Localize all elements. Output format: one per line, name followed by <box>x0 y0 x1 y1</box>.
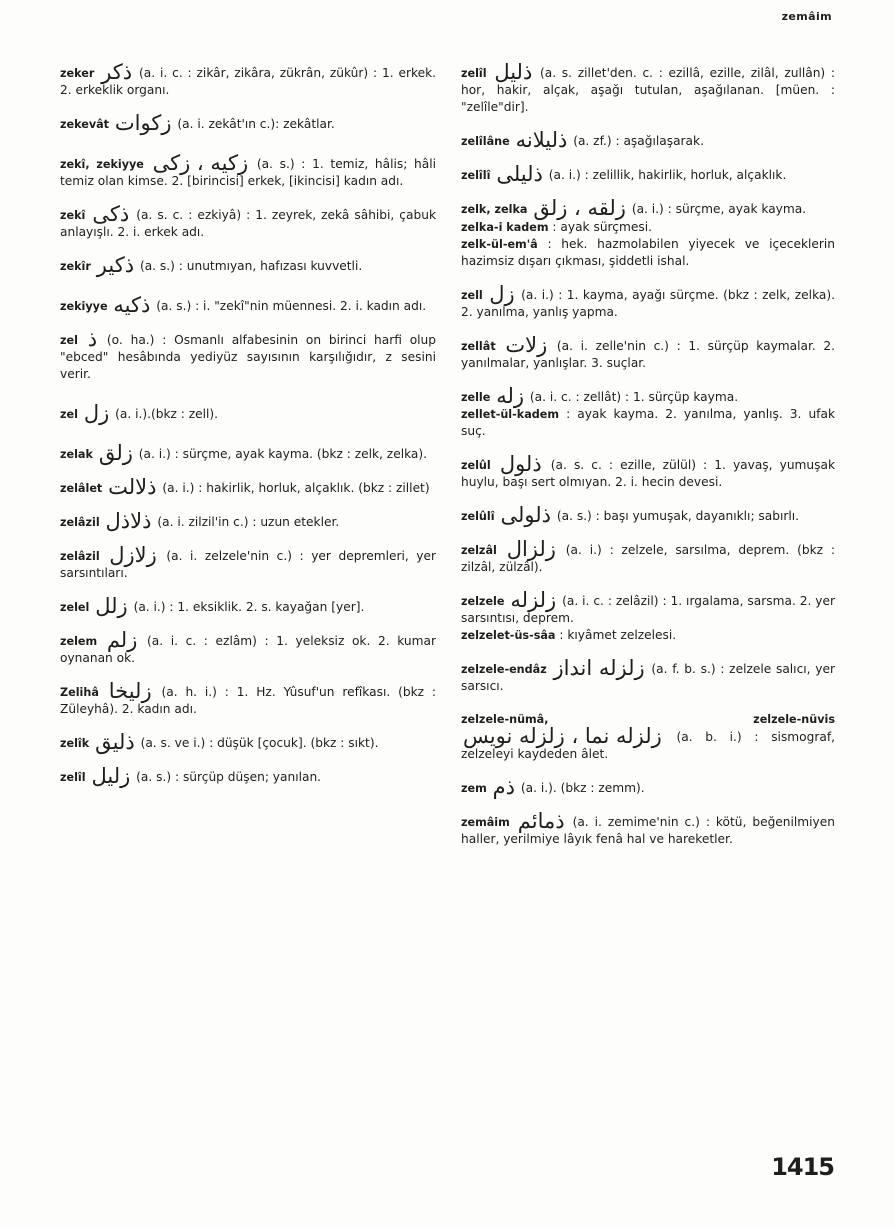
headword: zelk-ül-em'â <box>461 238 538 251</box>
headword: zekiyye <box>60 300 108 313</box>
definition: (a. s. c. : ezille, zülül) : 1. yavaş, yumuşak huylu, başı sert olmıyan. 2. i. hecin devesi. <box>461 458 836 489</box>
dictionary-entry <box>461 282 836 321</box>
dictionary-entry <box>60 151 436 190</box>
arabic-script: زل <box>489 282 515 306</box>
arabic-script: ذکیر <box>96 253 135 277</box>
dictionary-entry <box>461 656 835 695</box>
headword: zelîl <box>461 67 487 80</box>
headword: zelâzil <box>60 550 100 563</box>
definition: (a. zf.) : aşağılaşarak. <box>573 134 704 148</box>
arabic-script: زلیخا <box>108 679 152 703</box>
definition: (a. i. zekât'ın c.): zekâtlar. <box>177 117 335 131</box>
definition: (a. b. i.) : sismograf, zelzeleyi kaydeden âlet. <box>461 730 836 761</box>
dictionary-entry <box>60 730 436 754</box>
headword: zelk, zelka <box>461 203 528 216</box>
definition: (a. i. zilzil'in c.) : uzun etekler. <box>157 515 340 529</box>
definition: (a. h. i.) : 1. Hz. Yûsuf'un refîkası. (bkz : Züleyhâ). 2. kadın adı. <box>60 685 437 716</box>
headword: zekevât <box>60 118 110 131</box>
dictionary-entry <box>461 809 835 848</box>
dictionary-entry <box>60 764 436 788</box>
arabic-script: ذکیه <box>113 293 151 317</box>
definition: (a. f. b. s.) : zelzele salıcı, yer sarsıcı. <box>461 662 835 693</box>
dictionary-entry <box>461 219 835 236</box>
definition: (a. i. c. : zikâr, zikâra, zükrân, zükûr) : 1. erkek. 2. erkeklik organı. <box>60 66 437 97</box>
dictionary-entry <box>461 333 836 372</box>
dictionary-entry <box>60 475 436 499</box>
arabic-script: زلزال <box>506 537 556 561</box>
arabic-script: زل <box>83 401 110 425</box>
arabic-script: زلات <box>505 333 548 357</box>
dictionary-entry <box>461 60 835 116</box>
headword: zellet-ül-kadem <box>461 408 560 421</box>
arabic-script: زلل <box>95 594 128 618</box>
left-column <box>60 60 437 788</box>
arabic-script: زلازل <box>109 543 157 567</box>
arabic-script: ذکر <box>101 60 133 84</box>
dictionary-entry <box>60 253 436 277</box>
definition: : hek. hazmolabilen yiyecek ve içeceklerin hazimsiz dışarı çıkması, şiddetli ishal. <box>461 237 836 268</box>
dictionary-entry <box>461 162 835 186</box>
headword: zekî, zekiyye <box>60 158 144 171</box>
headword: zekîr <box>60 260 91 273</box>
definition: (a. i. zelle'nin c.) : 1. sürçüp kaymalar. 2. yanılmalar, yanlışlar. 3. suçlar. <box>461 339 836 370</box>
dictionary-entry <box>60 327 437 383</box>
right-column <box>461 60 836 848</box>
headword: zelem <box>60 635 98 648</box>
definition: : ayak kayma. 2. yanılma, yanlış. 3. ufak suç. <box>461 407 836 438</box>
headword: zelûlî <box>461 510 495 523</box>
headword: zelka-i kadem <box>461 221 549 234</box>
arabic-script: زکوات <box>114 111 172 135</box>
definition: (a. i.).(bkz : zell). <box>115 407 219 421</box>
dictionary-entry <box>60 509 436 533</box>
arabic-script: ذلیق <box>95 730 135 754</box>
dictionary-entry <box>60 594 436 618</box>
dictionary-entry <box>461 775 835 799</box>
arabic-script: زلم <box>106 628 138 652</box>
headword: zelâlet <box>60 482 103 495</box>
arabic-script: زلزله انداز <box>553 656 645 680</box>
arabic-script: ذلول <box>499 452 542 476</box>
headword: zelâzil <box>60 516 100 529</box>
headword: zelîk <box>60 737 90 750</box>
dictionary-entry <box>461 452 836 491</box>
arabic-script: ذلیلانه <box>515 128 568 152</box>
definition: (a. s. zillet'den. c. : ezillâ, ezille, zilâl, zullân) : hor, hakir, alçak, aşağı tutulan, aşağılanan. [müen. : "zelîle"dir]. <box>461 66 835 114</box>
dictionary-entry <box>461 384 835 408</box>
definition: (a. i. zelzele'nin c.) : yer depremleri, yer sarsıntıları. <box>60 549 437 580</box>
arabic-script: ذمائم <box>517 809 565 833</box>
definition: (a. s.) : i. "zekî"nin müennesi. 2. i. kadın adı. <box>156 299 427 313</box>
headword: zemâim <box>461 816 510 829</box>
arabic-script: زلقه ، زلق <box>533 196 626 220</box>
arabic-script: ذکی <box>92 202 130 226</box>
headword: Zelihâ <box>60 686 99 699</box>
headword: zelzelet-üs-sâa <box>461 629 556 642</box>
arabic-script: ذلیل <box>494 60 533 84</box>
dictionary-entry <box>461 537 836 576</box>
dictionary-entry <box>60 293 436 317</box>
page-number: 1415 <box>771 1153 834 1181</box>
definition: (a. s. c. : ezkiyâ) : 1. zeyrek, zekâ sâhibi, çabuk anlayışlı. 2. i. erkek adı. <box>60 208 436 239</box>
definition: (a. i.) : hakirlik, horluk, alçaklık. (bkz : zillet) <box>162 481 430 495</box>
definition: : ayak sürçmesi. <box>552 220 652 234</box>
headword: zelîlî <box>461 169 491 182</box>
definition: (a. i.) : zelillik, hakirlik, horluk, alçaklık. <box>548 168 787 182</box>
definition: : kıyâmet zelzelesi. <box>559 628 677 642</box>
definition: (a. i. zemime'nin c.) : kötü, beğenilmiyen haller, yerilmiye lâyık fenâ hal ve hareketler. <box>461 815 835 846</box>
headword: zelle <box>461 391 491 404</box>
headword: zel <box>60 334 78 347</box>
dictionary-entry <box>461 236 835 270</box>
headword: zelak <box>60 448 93 461</box>
headword: zelzele-endâz <box>461 663 547 676</box>
headword: zeker <box>60 67 95 80</box>
definition: (a. s.) : başı yumuşak, dayanıklı; sabırlı. <box>556 509 800 523</box>
definition: (a. s.) : sürçüp düşen; yanılan. <box>136 770 322 784</box>
dictionary-entry <box>60 441 436 465</box>
arabic-script: ذلالت <box>108 475 157 499</box>
dictionary-entry <box>461 128 835 152</box>
definition: (a. s. ve i.) : düşük [çocuk]. (bkz : sıkt). <box>140 736 379 750</box>
dictionary-entry <box>60 111 436 135</box>
arabic-script: ذلیلی <box>496 162 543 186</box>
definition: (a. i. c. : zelâzil) : 1. ırgalama, sarsma. 2. yer sarsıntısı, deprem. <box>461 594 836 625</box>
dictionary-entry <box>60 628 437 667</box>
dictionary-entry <box>461 503 835 527</box>
dictionary-entry <box>461 588 836 627</box>
arabic-script: زلیل <box>91 764 131 788</box>
arabic-script: ذم <box>492 775 515 799</box>
arabic-script: زله <box>496 384 525 408</box>
headword: zelzâl <box>461 544 497 557</box>
definition: (a. s.) : unutmıyan, hafızası kuvvetli. <box>139 259 363 273</box>
headword: zelîlâne <box>461 135 510 148</box>
headword: zelzele <box>461 595 505 608</box>
headword: zelel <box>60 601 90 614</box>
definition: (a. i.) : zelzele, sarsılma, deprem. (bkz : zilzâl, zülzâl). <box>461 543 836 574</box>
arabic-script: ذلولی <box>500 503 551 527</box>
dictionary-entry <box>461 627 835 644</box>
arabic-script: ذلاذل <box>105 509 152 533</box>
definition: (a. i.) : 1. eksiklik. 2. s. kayağan [yer]. <box>133 600 365 614</box>
arabic-script: زکیه ، زکی <box>152 151 249 175</box>
definition: (a. i. c. : ezlâm) : 1. yeleksiz ok. 2. kumar oynanan ok. <box>60 634 437 665</box>
running-header: zemâim <box>781 10 832 23</box>
dictionary-entry <box>60 202 436 241</box>
headword: zell <box>461 289 483 302</box>
arabic-script: زلزله نما ، زلزله نویس <box>463 724 662 748</box>
dictionary-entry <box>60 679 437 718</box>
definition: (a. i.) : 1. kayma, ayağı sürçme. (bkz : zelk, zelka). 2. yanılma, yanlış yapma. <box>461 288 836 319</box>
arabic-script: زلزله <box>510 588 557 612</box>
dictionary-entry <box>461 711 835 763</box>
headword: zelzele-nümâ, zelzele-nüvis <box>461 713 835 726</box>
arabic-script: ذ <box>87 327 98 351</box>
definition: (a. i.) : sürçme, ayak kayma. <box>631 202 807 216</box>
definition: (a. s.) : 1. temiz, hâlis; hâli temiz olan kimse. 2. [birincisi] erkek, [ikincisi] kadın adı. <box>60 157 436 188</box>
definition: (a. i.) : sürçme, ayak kayma. (bkz : zelk, zelka). <box>138 447 428 461</box>
headword: zelûl <box>461 459 491 472</box>
headword: zem <box>461 782 487 795</box>
headword: zelîl <box>60 771 86 784</box>
definition: (a. i.). (bkz : zemm). <box>520 781 645 795</box>
dictionary-entry <box>60 60 437 99</box>
headword: zel <box>60 408 78 421</box>
arabic-script: زلق <box>98 441 133 465</box>
dictionary-entry <box>60 543 437 582</box>
dictionary-entry <box>461 196 835 220</box>
headword: zekî <box>60 209 86 222</box>
definition: (a. i. c. : zellât) : 1. sürçüp kayma. <box>529 390 739 404</box>
definition: (o. ha.) : Osmanlı alfabesinin on birinci harfi olup "ebced" hesâbında yediyüz sayısının karşılığıdır, z sesini verir. <box>60 333 437 381</box>
dictionary-entry <box>60 401 436 425</box>
headword: zellât <box>461 340 496 353</box>
dictionary-entry <box>461 406 835 440</box>
